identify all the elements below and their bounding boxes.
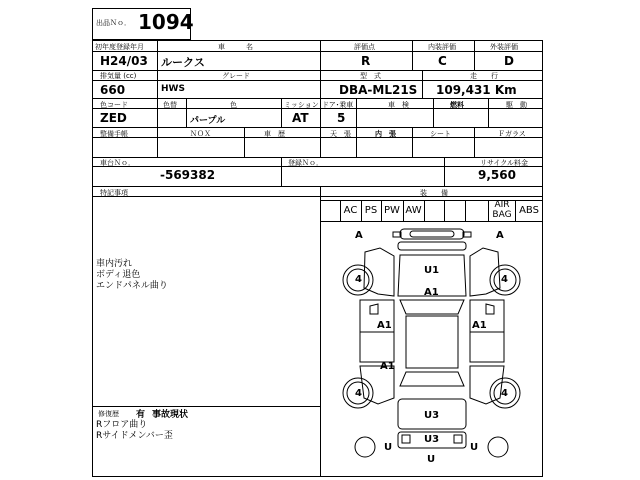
mileage-value: 109,431 Km	[436, 83, 517, 97]
recycle-label: リサイクル料金	[480, 159, 529, 167]
nox-label: ＮＯＸ	[190, 130, 211, 138]
repair-note-2: Rサイドメンバー歪	[96, 431, 173, 441]
repair-note-1: Rフロア曲り	[96, 420, 148, 430]
color-change-label: 色替	[163, 101, 177, 109]
repair-label: 修復歴	[98, 410, 119, 418]
mark-tire-fl: 4	[355, 274, 362, 285]
history-label: 車 歴	[264, 130, 285, 138]
maintenance-label: 整備手帳	[100, 130, 128, 138]
color-label: 色	[230, 101, 237, 109]
ceiling-label: 天 張	[330, 130, 351, 138]
mark-right-door: A1	[472, 320, 487, 331]
repair-description: 事故現状	[152, 410, 189, 420]
score-label: 評価点	[354, 43, 375, 51]
equip-ps: PS	[364, 205, 378, 216]
displacement-label: 排気量 (cc)	[100, 72, 137, 80]
equip-ac: AC	[343, 205, 358, 216]
equip-pw: PW	[384, 205, 400, 216]
inspection-label: 車 検	[388, 101, 409, 109]
equip-abs: ABS	[519, 205, 539, 216]
drive-label: 駆 動	[506, 101, 527, 109]
mileage-label: 走 行	[470, 72, 498, 80]
mark-rear-bumper: U3	[424, 434, 440, 445]
special-note-2: ボディ退色	[96, 270, 141, 280]
door-label: ドア･乗車	[322, 101, 354, 109]
reg-date-label: 初年度登録年月	[95, 43, 144, 51]
chassis-value: -569382	[160, 168, 216, 182]
mark-front-left: A	[355, 230, 363, 241]
special-notes-label: 特記事項	[100, 189, 128, 197]
lot-number-label: 出品Ｎｏ．	[96, 19, 131, 27]
grade-label: グレード	[222, 72, 250, 80]
mark-rear-left: U	[384, 442, 393, 453]
recycle-value: 9,560	[478, 168, 516, 182]
glass-label: Ｆガラス	[498, 130, 526, 138]
equipment-label: 装 備	[420, 189, 448, 197]
reg-date-value: H24/03	[100, 54, 148, 68]
car-name-label: 車 名	[218, 43, 253, 51]
seat-label: シート	[430, 130, 451, 138]
mark-rear-bottom: U	[427, 454, 436, 465]
exterior-score-label: 外装評価	[490, 43, 518, 51]
fuel-label: 燃料	[450, 101, 464, 109]
color-code-value: ZED	[100, 111, 127, 125]
mark-rear-right: U	[470, 442, 479, 453]
mark-tire-rl: 4	[355, 388, 362, 399]
interior-trim-label: 内 張	[375, 130, 396, 138]
equip-airbag: AIR BAG	[492, 200, 512, 220]
special-note-1: 車内汚れ	[96, 259, 133, 269]
mark-tire-fr: 4	[501, 274, 508, 285]
color-code-label: 色コード	[100, 101, 128, 109]
mark-hood: A1	[424, 287, 439, 298]
chassis-label: 車台Ｎｏ．	[100, 159, 135, 167]
mission-label: ミッション	[284, 101, 319, 109]
special-note-3: エンドパネル曲り	[96, 281, 168, 291]
regno-label: 登録Ｎｏ．	[288, 159, 323, 167]
mark-front-right: A	[496, 230, 504, 241]
interior-score-label: 内装評価	[428, 43, 456, 51]
model-label: 型 式	[360, 72, 381, 80]
exterior-score-value: D	[504, 54, 514, 68]
mark-roof: U1	[424, 265, 440, 276]
door-value: 5	[337, 111, 346, 125]
lot-number: 1094	[138, 10, 194, 34]
mark-left-rear-door: A1	[380, 361, 395, 372]
grade-value: HWS	[161, 84, 185, 94]
color-value: パープル	[190, 116, 226, 126]
equip-aw: AW	[405, 205, 422, 216]
repair-value: 有	[136, 410, 146, 420]
car-name-value: ルークス	[161, 56, 205, 69]
mark-left-door: A1	[377, 320, 392, 331]
interior-score-value: C	[438, 54, 447, 68]
displacement-value: 660	[100, 83, 126, 97]
model-value: DBA-ML21S	[339, 83, 418, 97]
mark-rear-panel: U3	[424, 410, 440, 421]
mark-tire-rr: 4	[501, 388, 508, 399]
score-value: R	[361, 54, 371, 68]
mission-value: AT	[292, 111, 309, 125]
